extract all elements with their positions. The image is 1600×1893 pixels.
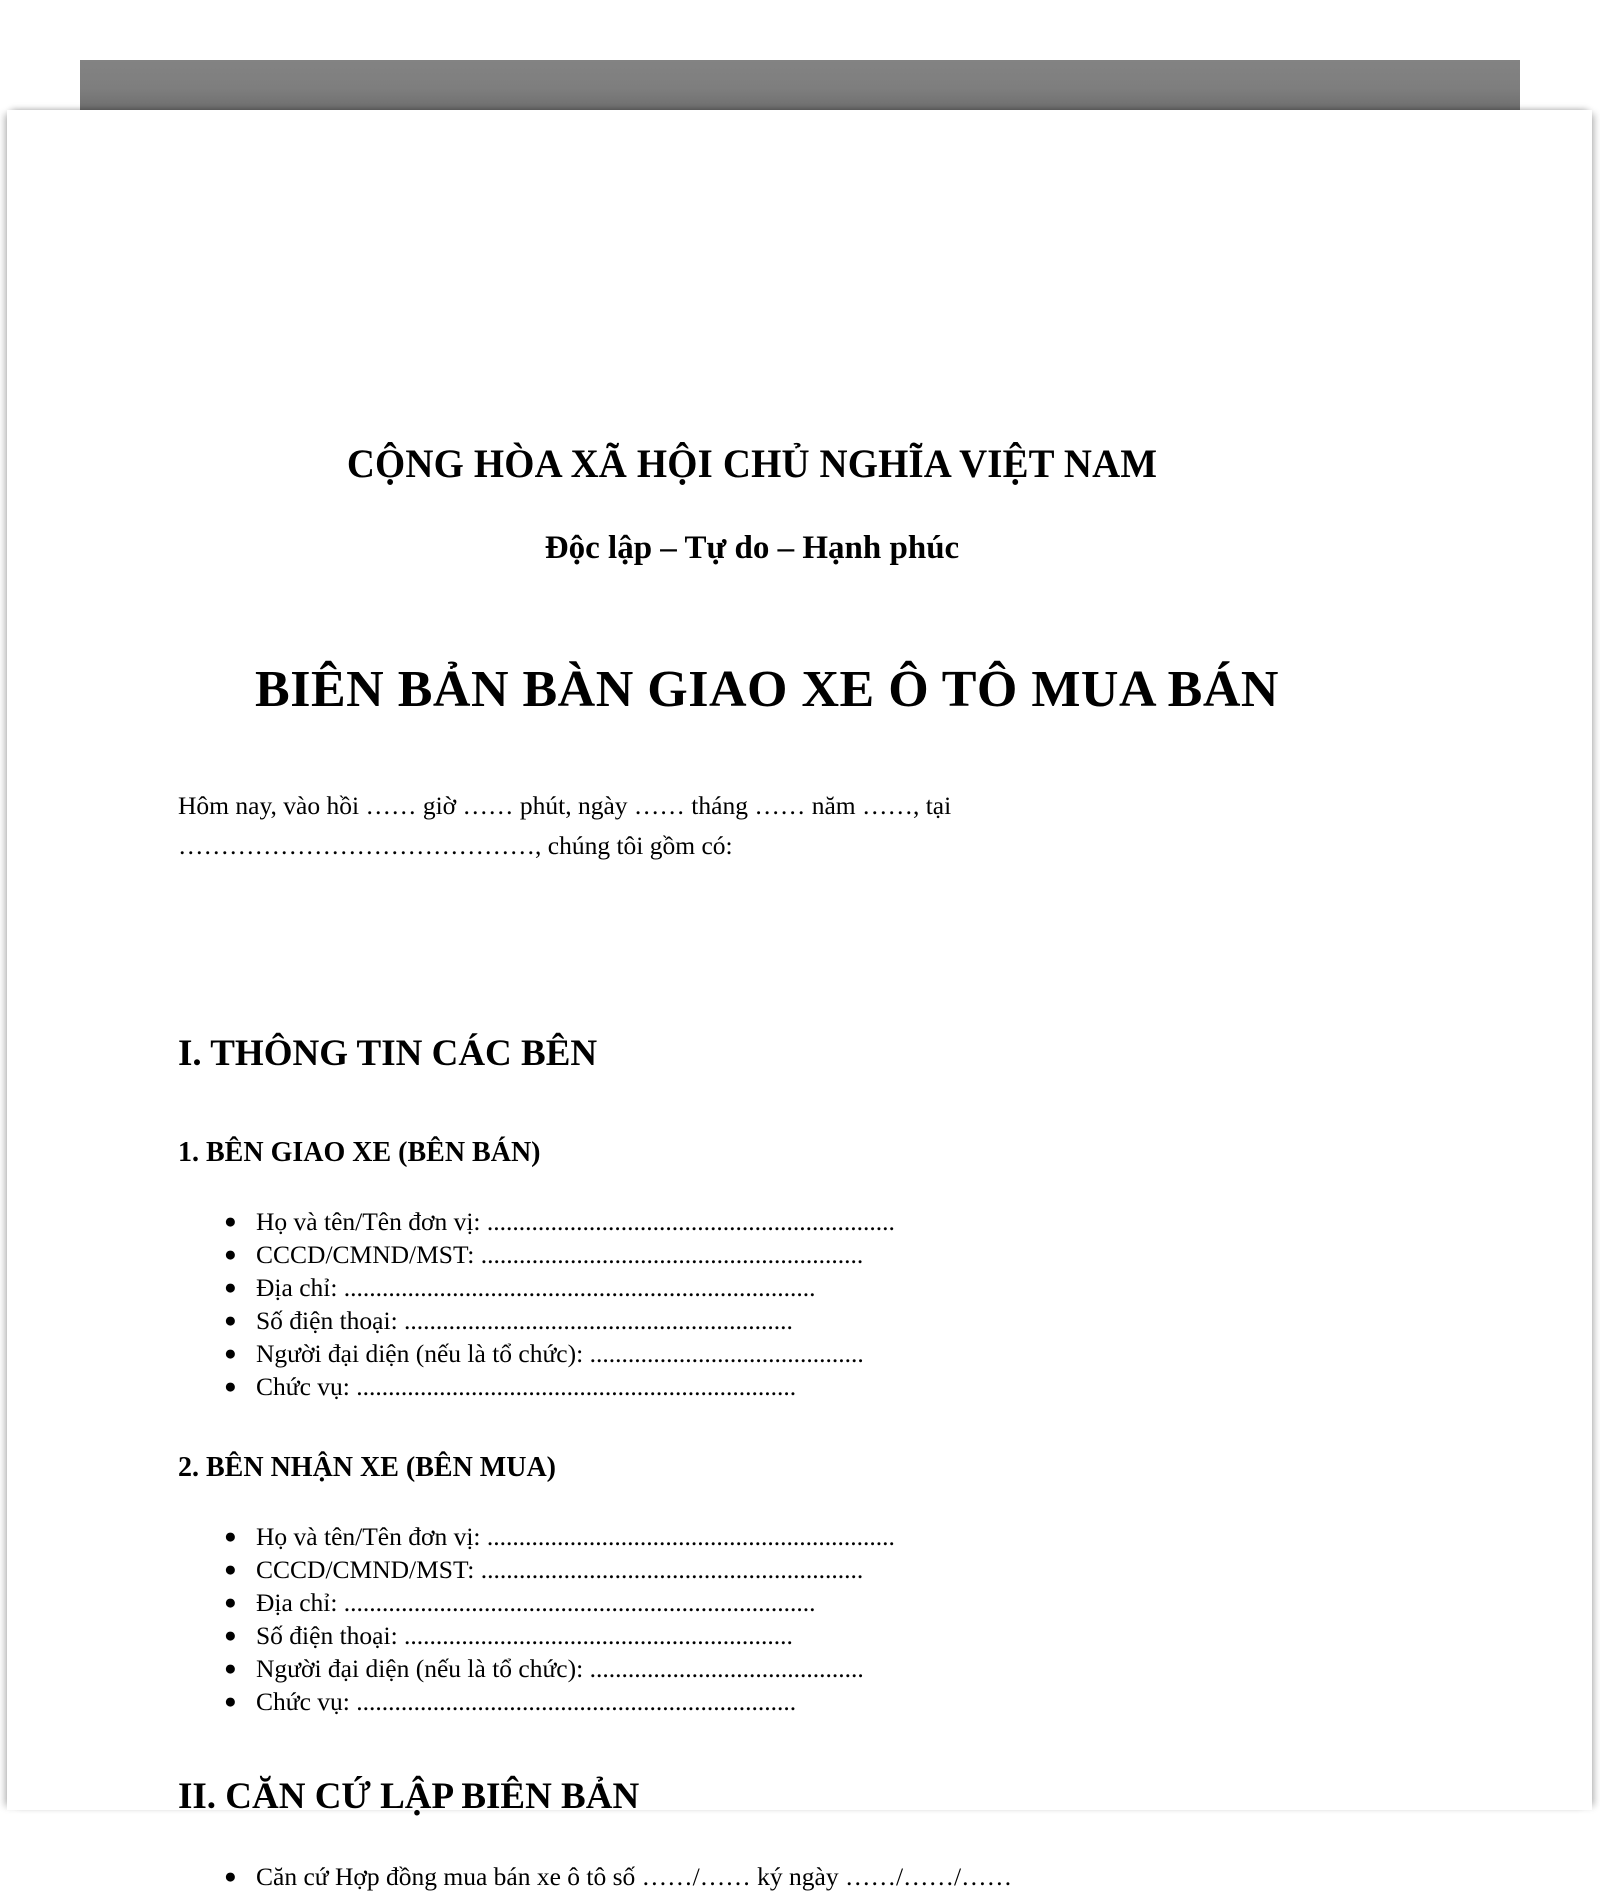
list-item xyxy=(178,1586,1278,1619)
list-item xyxy=(178,1238,1278,1271)
bullet-icon: ● xyxy=(224,1209,237,1233)
list-item-label: Người đại diện (nếu là tổ chức): ........................................... xyxy=(256,1654,864,1683)
list-item xyxy=(178,1271,1278,1304)
list-item-label: CCCD/CMND/MST: ............................................................ xyxy=(256,1555,864,1584)
list-item-label: Số điện thoại: ............................................................. xyxy=(256,1621,793,1650)
list-item-label: Số điện thoại: ............................................................. xyxy=(256,1306,793,1335)
national-motto: Độc lập – Tự do – Hạnh phúc xyxy=(544,530,960,566)
bullet-icon: ● xyxy=(224,1374,237,1398)
bullet-icon: ● xyxy=(224,1656,237,1680)
list-item-label: Chức vụ: ..................................................................... xyxy=(256,1687,797,1716)
list-item xyxy=(178,1553,1278,1586)
list-item xyxy=(178,1652,1278,1685)
list-item-label: Họ và tên/Tên đơn vị: ................................................................ xyxy=(256,1522,895,1551)
bullet-icon: ● xyxy=(224,1524,237,1548)
seller-info-list xyxy=(178,1205,1278,1403)
list-item xyxy=(178,1304,1278,1337)
list-item-label: Địa chỉ: .......................................................................... xyxy=(256,1588,816,1617)
bullet-icon: ● xyxy=(224,1341,237,1365)
bullet-icon: ● xyxy=(224,1275,237,1299)
list-item xyxy=(178,1205,1278,1238)
list-item xyxy=(178,1337,1278,1370)
section-heading-2: II. CĂN CỨ LẬP BIÊN BẢN xyxy=(178,1776,640,1817)
subsection-heading-buyer: 2. BÊN NHẬN XE (BÊN MUA) xyxy=(178,1452,556,1483)
section-heading-1: I. THÔNG TIN CÁC BÊN xyxy=(178,1033,598,1074)
national-title: CỘNG HÒA XÃ HỘI CHỦ NGHĨA VIỆT NAM xyxy=(346,441,1158,486)
list-item-label: Người đại diện (nếu là tổ chức): ........................................... xyxy=(256,1339,864,1368)
list-item xyxy=(178,1860,1278,1893)
bullet-icon: ● xyxy=(224,1590,237,1614)
list-item-label: Chức vụ: ..................................................................... xyxy=(256,1372,797,1401)
list-item-label: CCCD/CMND/MST: ............................................................ xyxy=(256,1240,864,1269)
list-item-label: Họ và tên/Tên đơn vị: ................................................................ xyxy=(256,1207,895,1236)
bullet-icon: ● xyxy=(224,1557,237,1581)
list-item xyxy=(178,1685,1278,1718)
bullet-icon: ● xyxy=(224,1689,237,1713)
document-page xyxy=(7,110,1592,1891)
bullet-icon: ● xyxy=(224,1242,237,1266)
basis-list xyxy=(178,1860,1278,1893)
list-item xyxy=(178,1520,1278,1553)
list-item-label: Địa chỉ: .......................................................................... xyxy=(256,1273,816,1302)
bullet-icon: ● xyxy=(224,1308,237,1332)
intro-line-2: ……………………………………, chúng tôi gồm có: xyxy=(178,831,733,860)
buyer-info-list xyxy=(178,1520,1278,1718)
list-item xyxy=(178,1370,1278,1403)
page-title: BIÊN BẢN BÀN GIAO XE Ô TÔ MUA BÁN xyxy=(255,661,1279,718)
list-item xyxy=(178,1619,1278,1652)
toolbar-strip xyxy=(80,60,1520,112)
bullet-icon: ● xyxy=(224,1864,237,1888)
intro-paragraph xyxy=(178,786,1178,866)
bullet-icon: ● xyxy=(224,1623,237,1647)
list-item-label: Căn cứ Hợp đồng mua bán xe ô tô số ……/…… ký ngày ……/……/…… xyxy=(256,1862,1013,1891)
subsection-heading-seller: 1. BÊN GIAO XE (BÊN BÁN) xyxy=(178,1137,541,1168)
intro-line-1: Hôm nay, vào hồi …… giờ …… phút, ngày …… tháng …… năm ……, tại xyxy=(178,791,952,820)
